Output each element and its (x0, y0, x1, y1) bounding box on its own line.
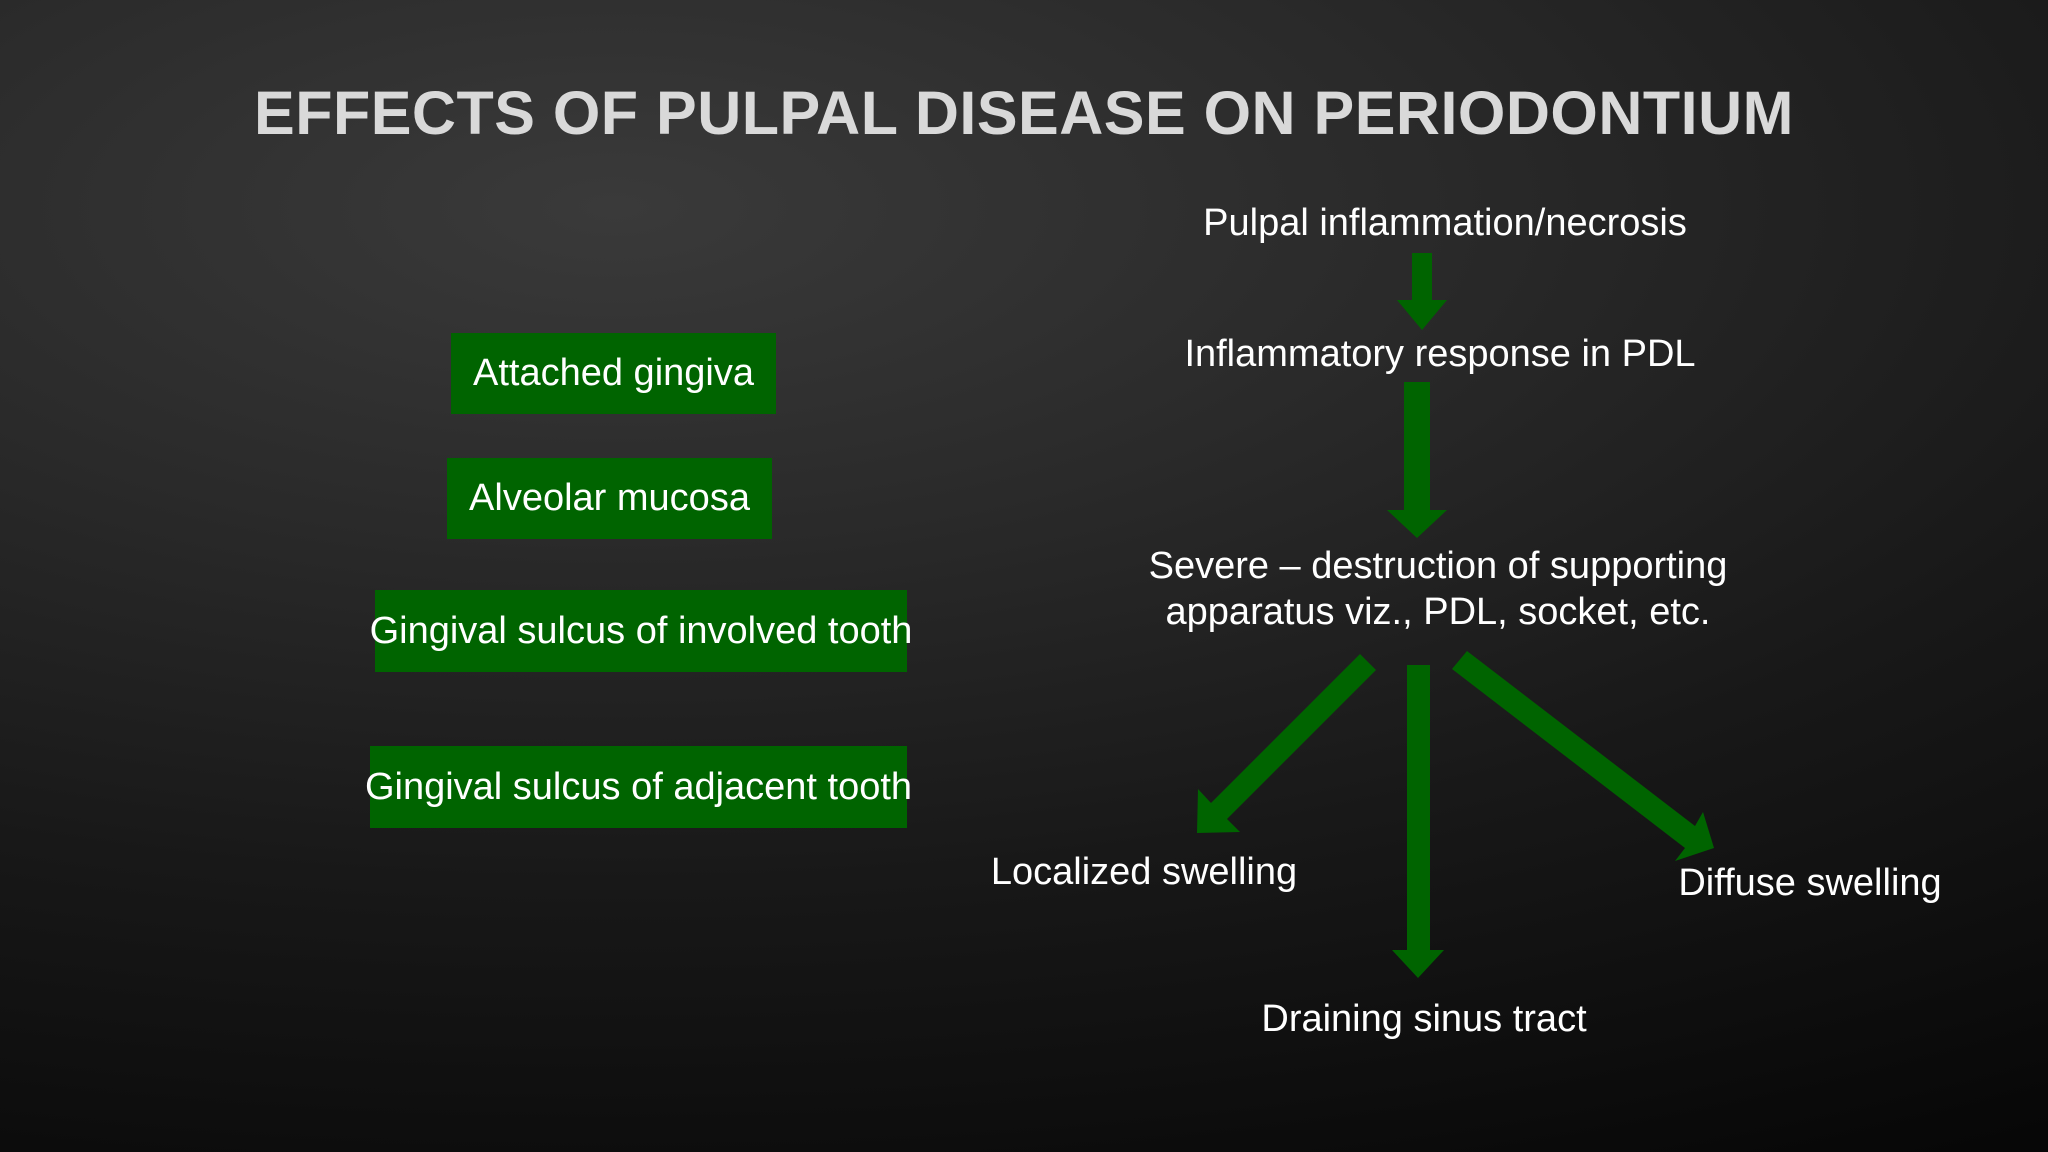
flow-step-severe-line-1: Severe – destruction of supporting (1148, 545, 1728, 587)
arrow-to-draining-sinus (1392, 665, 1444, 978)
flow-step-pulpal-inflammation: Pulpal inflammation/necrosis (1203, 202, 1687, 244)
outcome-localized-swelling: Localized swelling (990, 851, 1298, 893)
flow-step-inflammatory-response: Inflammatory response in PDL (1184, 333, 1696, 375)
outcome-draining-sinus-tract: Draining sinus tract (1261, 998, 1587, 1040)
site-box-sulcus-involved-tooth: Gingival sulcus of involved tooth (375, 590, 907, 672)
arrow-down-1 (1397, 253, 1447, 330)
arrow-to-diffuse-swelling (1452, 651, 1714, 861)
site-box-attached-gingiva: Attached gingiva (451, 333, 776, 414)
flow-step-severe-line-2: apparatus viz., PDL, socket, etc. (1165, 591, 1711, 633)
site-box-alveolar-mucosa: Alveolar mucosa (447, 458, 772, 539)
arrow-to-localized-swelling (1197, 654, 1376, 833)
outcome-diffuse-swelling: Diffuse swelling (1678, 862, 1942, 904)
arrow-down-2 (1387, 382, 1447, 538)
slide-title: EFFECTS OF PULPAL DISEASE ON PERIODONTIUM (254, 79, 1794, 147)
flow-step-severe-destruction (1088, 543, 1788, 635)
site-box-sulcus-adjacent-tooth: Gingival sulcus of adjacent tooth (370, 746, 907, 828)
